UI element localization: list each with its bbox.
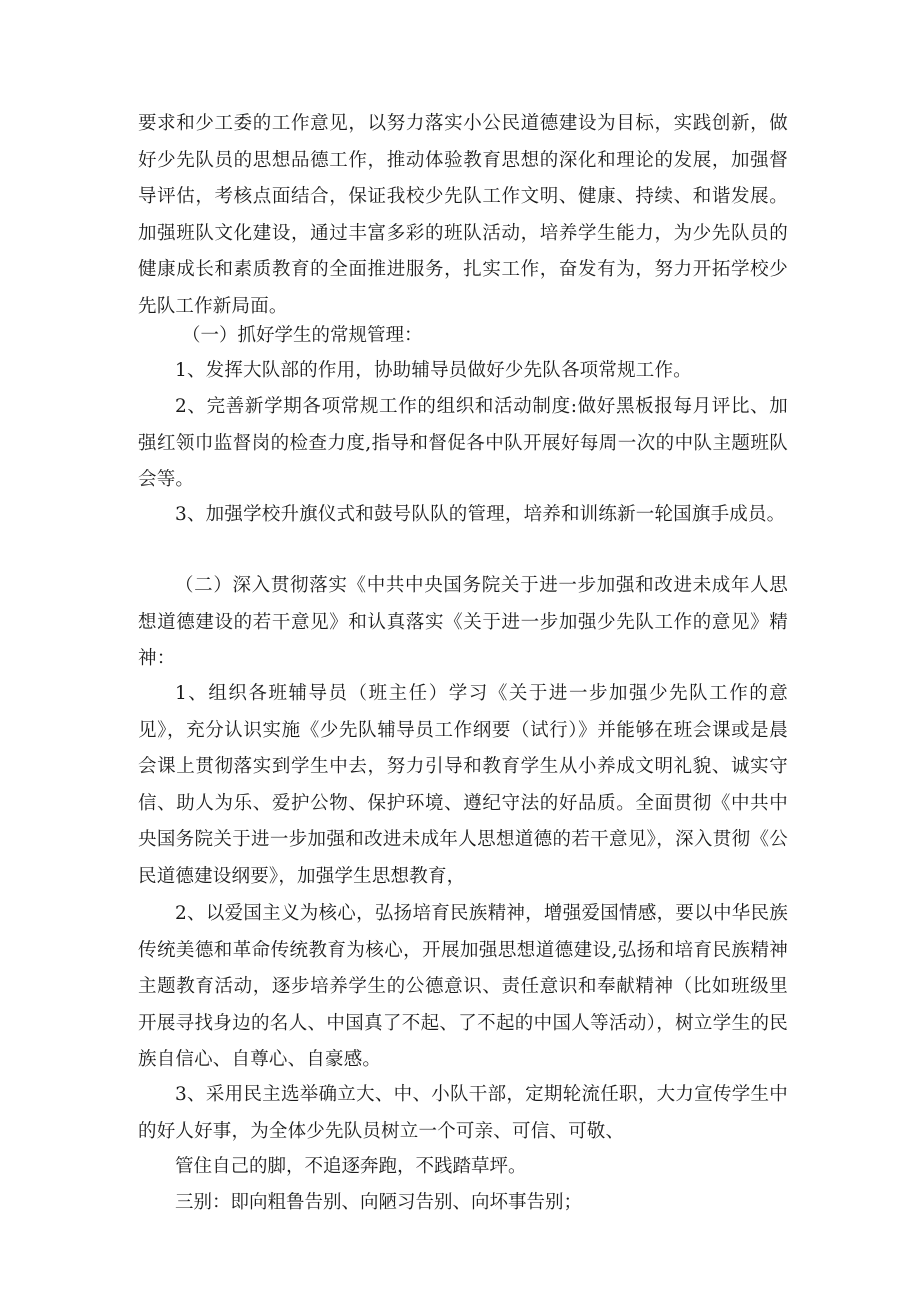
section-heading-1: （一）抓好学生的常规管理： [182,325,423,346]
paragraph-item-1-1: 1、发挥大队部的作用，协助辅导员做好少先队各项常规工作。 [175,360,692,381]
paragraph-three-farewells: 三别：即向粗鲁告别、向陋习告别、向坏事告别； [175,1192,583,1213]
paragraph-item-1-2: 2、完善新学期各项常规工作的组织和活动制度:做好黑板报每月评比、加强红领巾监督岗的检查力度,指导和督促各中队开展好每周一次的中队主题班队会等。 [138,396,788,490]
paragraph-item-1-3: 3、加强学校升旗仪式和鼓号队队的管理，培养和训练新一轮国旗手成员。 [175,504,786,525]
paragraph-item-2-3: 3、采用民主选举确立大、中、小队干部，定期轮流任职，大力宣传学生中的好人好事，为全体少先队员树立一个可亲、可信、可敬、 [138,1084,788,1142]
section-heading-2: （二）深入贯彻落实《中共中央国务院关于进一步加强和改进未成年人思想道德建设的若干意见》和认真落实《关于进一步加强少先队工作的意见》精神： [138,575,788,669]
paragraph-intro: 要求和少工委的工作意见，以努力落实小公民道德建设为目标，实践创新，做好少先队员的思想品德工作，推动体验教育思想的深化和理论的发展，加强督导评估，考核点面结合，保证我校少先队工作文明、健康、持续、和谐发展。加强班队文化建设，通过丰富多彩的班队活动，培养学生能力，为少先队员的健康成长和素质教育的全面推进服务，扎实工作，奋发有为，努力开拓学校少先队工作新局面。 [138,113,788,317]
paragraph-rule-feet: 管住自己的脚，不追逐奔跑，不践踏草坪。 [175,1156,527,1177]
paragraph-item-2-1: 1、组织各班辅导员（班主任）学习《关于进一步加强少先队工作的意见》，充分认识实施《少先队辅导员工作纲要（试行）》并能够在班会课或是晨会课上贯彻落实到学生中去，努力引导和教育学生从小养成文明礼貌、诚实守信、助人为乐、爱护公物、保护环境、遵纪守法的好品质。全面贯彻《中共中央国务院关于进一步加强和改进未成年人思想道德的若干意见》，深入贯彻《公民道德建设纲要》，加强学生思想教育， [138,683,788,887]
paragraph-item-2-2: 2、以爱国主义为核心，弘扬培育民族精神，增强爱国情感，要以中华民族传统美德和革命传统教育为核心，开展加强思想道德建设,弘扬和培育民族精神主题教育活动，逐步培养学生的公德意识、责任意识和奉献精神（比如班级里开展寻找身边的名人、中国真了不起、了不起的中国人等活动），树立学生的民族自信心、自尊心、自豪感。 [138,903,788,1070]
